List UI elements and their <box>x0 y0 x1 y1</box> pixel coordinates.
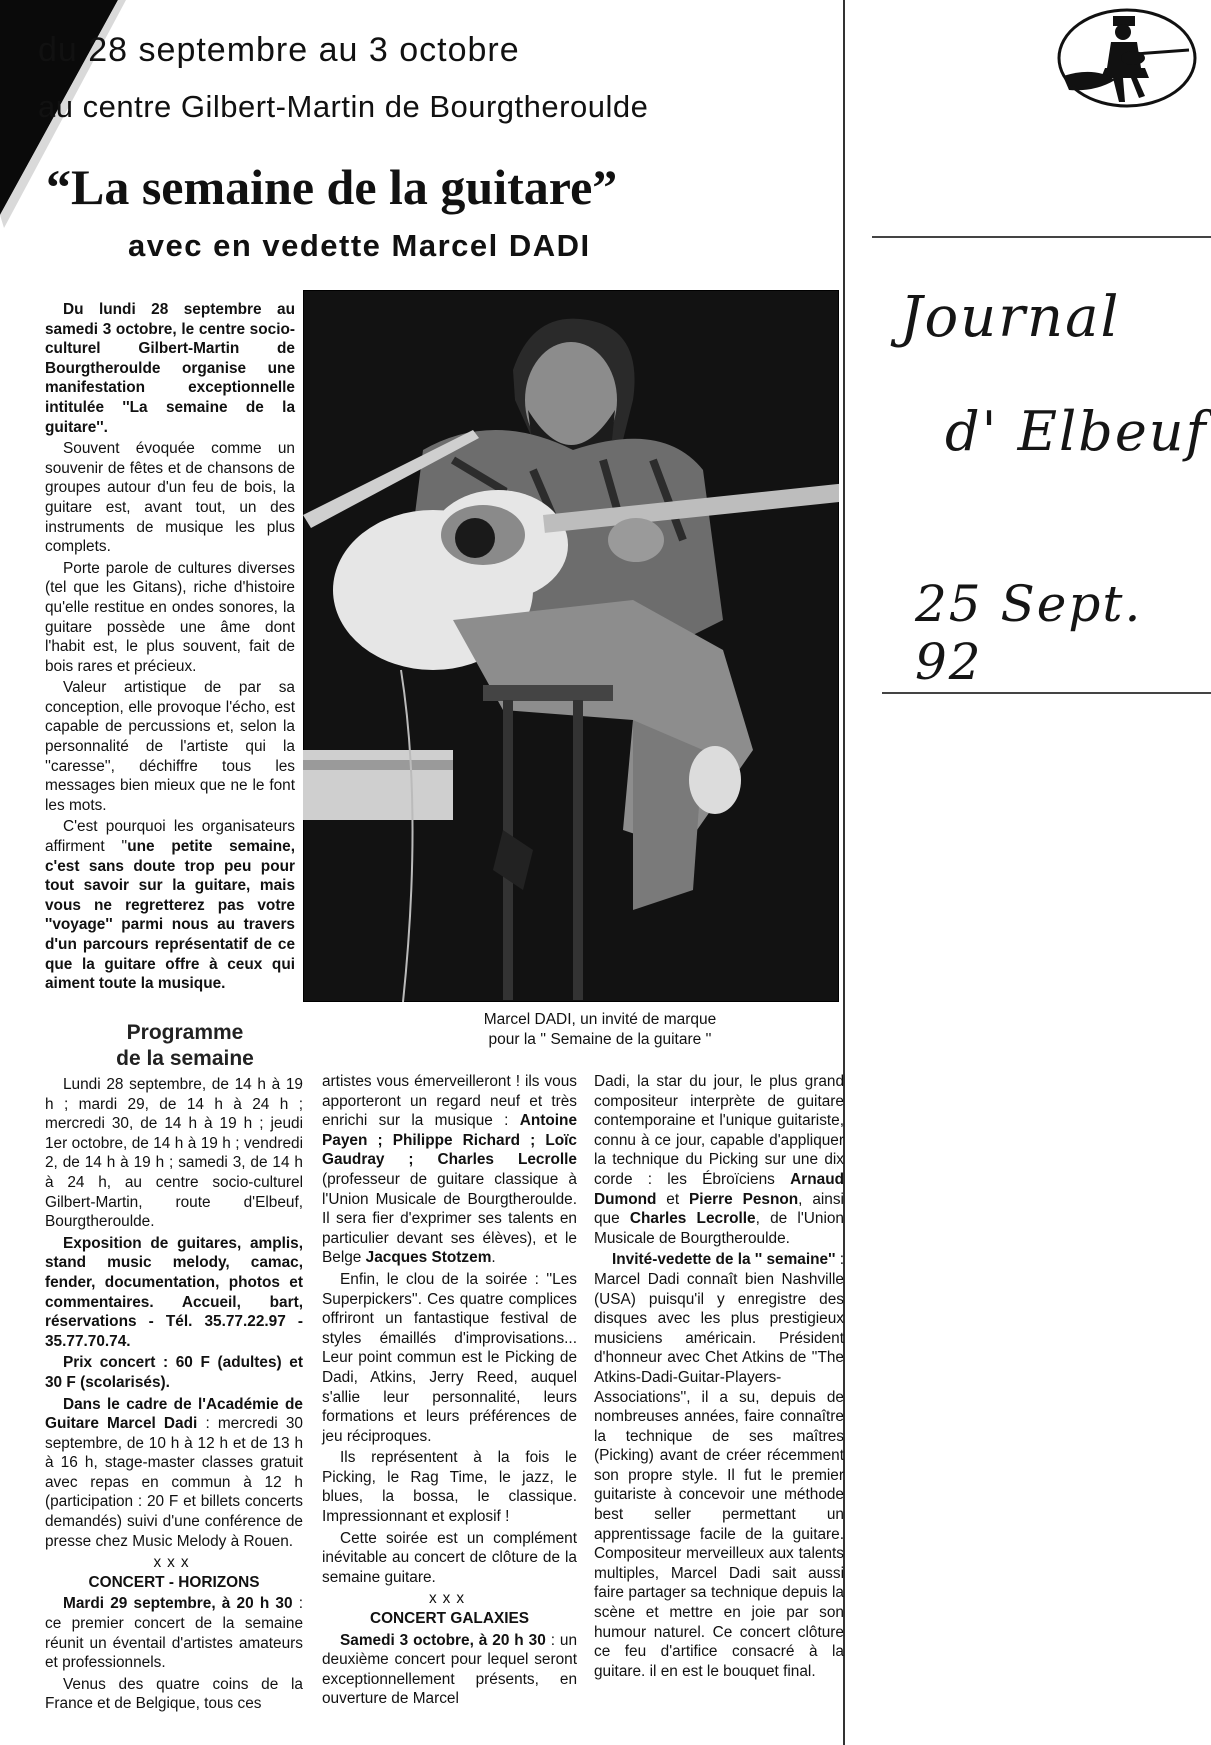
guitarist-photo <box>303 290 839 1002</box>
artist-pesnon: Pierre Pesnon <box>689 1190 799 1208</box>
programme-exposition: Exposition de guitares, amplis, stand music melody, camac, fender, documentation, photos et commentaires. Accueil, bart, réservations - Tél. 35.77.22.97 - 35.77.70.74. <box>45 1234 303 1350</box>
vedette-text: : Marcel Dadi connaît bien Nashville (USA) puisqu'il y enregistre des disques avec les plus prestigieux musiciens américain. Président d'honneur avec Chet Atkins de ''The Atkins-Dadi-Guitar-Players-Associations'', il a su, depuis de nombreuses années, faire connaître la technique de ses maîtres (Picking) avant de créer récemment son propre style. Il fut le premier guitariste à concevoir une méthode best seller permettant un apprentissage facile de la guitare. Compositeur merveilleux aux talents multiples, Marcel Dadi sait aussi faire partager sa technique depuis la scène et mettre en joie par son humour naturel. Ce concert clôture ce feu d'artifice consacré à la guitare. il en est le bouquet final. <box>594 1251 844 1680</box>
complement-paragraph: Cette soirée est un complément inévitable au concert de clôture de la semaine guitare. <box>322 1529 577 1586</box>
programme-title <box>80 1020 290 1072</box>
column-two <box>322 1072 577 1711</box>
programme-column <box>45 1075 303 1716</box>
vedette-paragraph <box>594 1250 844 1681</box>
dadi-and: et <box>656 1190 690 1208</box>
photo-caption <box>435 1010 765 1050</box>
concert-horizons-desc: : ce premier concert de la semaine réunit un éventail d'artistes amateurs et professionnels. <box>45 1595 303 1672</box>
intro-paragraph-1: Du lundi 28 septembre au samedi 3 octobre, le centre socio-culturel Gilbert-Martin de Bourgtheroulde organise une manifestation exceptionnelle intitulée ''La semaine de la guitare''. <box>45 301 295 436</box>
artists-end: . <box>491 1249 496 1267</box>
programme-schedule: Lundi 28 septembre, de 14 h à 19 h ; mardi 29, de 14 h à 24 h ; mercredi 30, de 14 h à 19 h ; jeudi 1er octobre, de 14 h à 19 h ; vendredi 2, de 14 h à 19 h ; samedi 3, de 14 h à 24 h, au centre socio-culturel Gilbert-Martin, route d'Elbeuf, Bourgtheroulde. <box>45 1076 303 1231</box>
concert-galaxies-desc: : un deuxième concert pour lequel seront exceptionnellement présents, en ouverture de Marcel <box>322 1631 578 1708</box>
caption-line-1: Marcel DADI, un invité de marque <box>483 1011 717 1028</box>
superpickers-paragraph: Enfin, le clou de la soirée : ''Les Superpickers''. Ces quatre complices offriront un fantastique festival de styles émaillés d'improvisations... Leur point commun est le Picking de Dadi, Atkins, Jerry Reed, auquel s'allie leur personnalité, leurs formations et leurs préférences de jeu réciproques. <box>322 1270 577 1445</box>
styles-paragraph: Ils représentent à la fois le Picking, le Rag Time, le jazz, le blues, la bossa, le classique. Impressionnant et explosif ! <box>322 1449 577 1526</box>
artists-names: Antoine Payen ; Philippe Richard ; Loïc Gaudray ; Charles Lecrolle <box>322 1112 577 1169</box>
label-rule-bottom <box>882 692 1211 694</box>
academie-lead: Dans le cadre de l'Académie de Guitare Marcel Dadi <box>45 1395 303 1433</box>
handwritten-journal: Journal <box>900 285 1121 350</box>
artists-lead: artistes vous émerveilleront ! ils vous apporteront un regard neuf et très enrichi sur la musique : <box>322 1073 577 1130</box>
intro-column <box>45 300 295 996</box>
vedette-lead: Invité-vedette de la '' semaine'' <box>612 1251 836 1269</box>
academie-text: : mercredi 30 septembre, de 10 h à 12 h et de 13 h à 16 h, stage-master classes gratuit avec repas en commun à 12 h (participation : 20 F et billets concerts demandés) suivi d'une conférence de presse chez Music Melody à Rouen. <box>45 1415 303 1550</box>
concert-horizons-date: Mardi 29 septembre, à 20 h 30 <box>63 1595 293 1613</box>
artist-stotzem: Jacques Stotzem <box>365 1249 492 1267</box>
dateline: du 28 septembre au 3 octobre <box>38 31 520 69</box>
separator: xxx <box>428 1590 471 1608</box>
programme-title-line-2: de la semaine <box>116 1047 254 1070</box>
caption-line-2: pour la '' Semaine de la guitare '' <box>488 1031 712 1048</box>
headline: “La semaine de la guitare” <box>46 159 618 215</box>
dadi-end: , de l'Union Musicale de Bourgtheroulde. <box>594 1210 844 1247</box>
intro-paragraph-5 <box>45 817 295 993</box>
dadi-paragraph <box>594 1072 844 1248</box>
artists-middle: (professeur de guitare classique à l'Union Musicale de Bourgtheroulde. Il sera fier d'exprimer ses talents en particulier devant ses élèves), et le Belge <box>322 1170 577 1267</box>
intro-p5-lead: C'est pourquoi les organisateurs affirment '' <box>45 818 295 856</box>
programme-academie <box>45 1395 303 1552</box>
programme-prices: Prix concert : 60 F (adultes) et 30 F (scolarisés). <box>45 1354 303 1391</box>
subheadline: avec en vedette Marcel DADI <box>128 228 591 263</box>
intro-p5-quote: une petite semaine, c'est sans doute trop peu pour tout savoir sur la guitare, mais vous ne regretterez pas votre ''voyage'' parmi nous au travers d'un parcours représentatif de ce que la guitare offre à ceux qui aiment toute la musique. <box>45 838 295 993</box>
label-rule-top <box>872 236 1211 238</box>
artist-dumond: Arnaud Dumond <box>594 1170 844 1208</box>
concert-galaxies-date: Samedi 3 octobre, à 20 h 30 <box>340 1631 546 1649</box>
programme-title-line-1: Programme <box>126 1021 244 1044</box>
venue-line: au centre Gilbert-Martin de Bourgtheroulde <box>38 89 649 124</box>
dadi-lead: Dadi, la star du jour, le plus grand compositeur interprète de guitare contemporaine et l'unique guitariste, connu à ce jour, capable d'appliquer la technique du Picking sur une dix corde : les Ébroïciens <box>594 1073 844 1188</box>
programme-continued: Venus des quatre coins de la France et de Belgique, tous ces <box>45 1675 303 1713</box>
separator: xxx <box>153 1554 195 1572</box>
guitarist-logo-icon <box>1055 6 1200 111</box>
dadi-ainsi: , ainsi que <box>594 1190 844 1228</box>
concert-horizons-title: CONCERT - HORIZONS <box>88 1573 260 1591</box>
handwritten-date: 25 Sept. 92 <box>915 575 1143 691</box>
handwritten-elbeuf: d' Elbeuf <box>945 400 1208 463</box>
concert-horizons-text <box>45 1594 303 1672</box>
artists-paragraph <box>322 1072 577 1268</box>
intro-paragraph-4: Valeur artistique de par sa conception, elle provoque l'écho, est capable de percussions et, selon la personnalité de l'artiste qui la ''caresse'', déchiffre tous les messages bien mieux que ne le font les mots. <box>45 679 295 814</box>
column-three <box>594 1072 844 1683</box>
concert-galaxies-title: CONCERT GALAXIES <box>369 1610 530 1628</box>
artist-lecrolle: Charles Lecrolle <box>629 1210 756 1228</box>
intro-paragraph-3: Porte parole de cultures diverses (tel que les Gitans), riche d'histoire qu'elle restitue en ondes sonores, la guitare possède une âme dont l'habit est, le plus souvent, fait de bois rares et précieux. <box>45 559 295 675</box>
concert-galaxies-text <box>322 1631 577 1709</box>
intro-paragraph-2: Souvent évoquée comme un souvenir de fêtes et de chansons de groupes autour d'un feu de bois, la guitare est, avant tout, un des instruments de musique les plus complets. <box>45 440 295 556</box>
